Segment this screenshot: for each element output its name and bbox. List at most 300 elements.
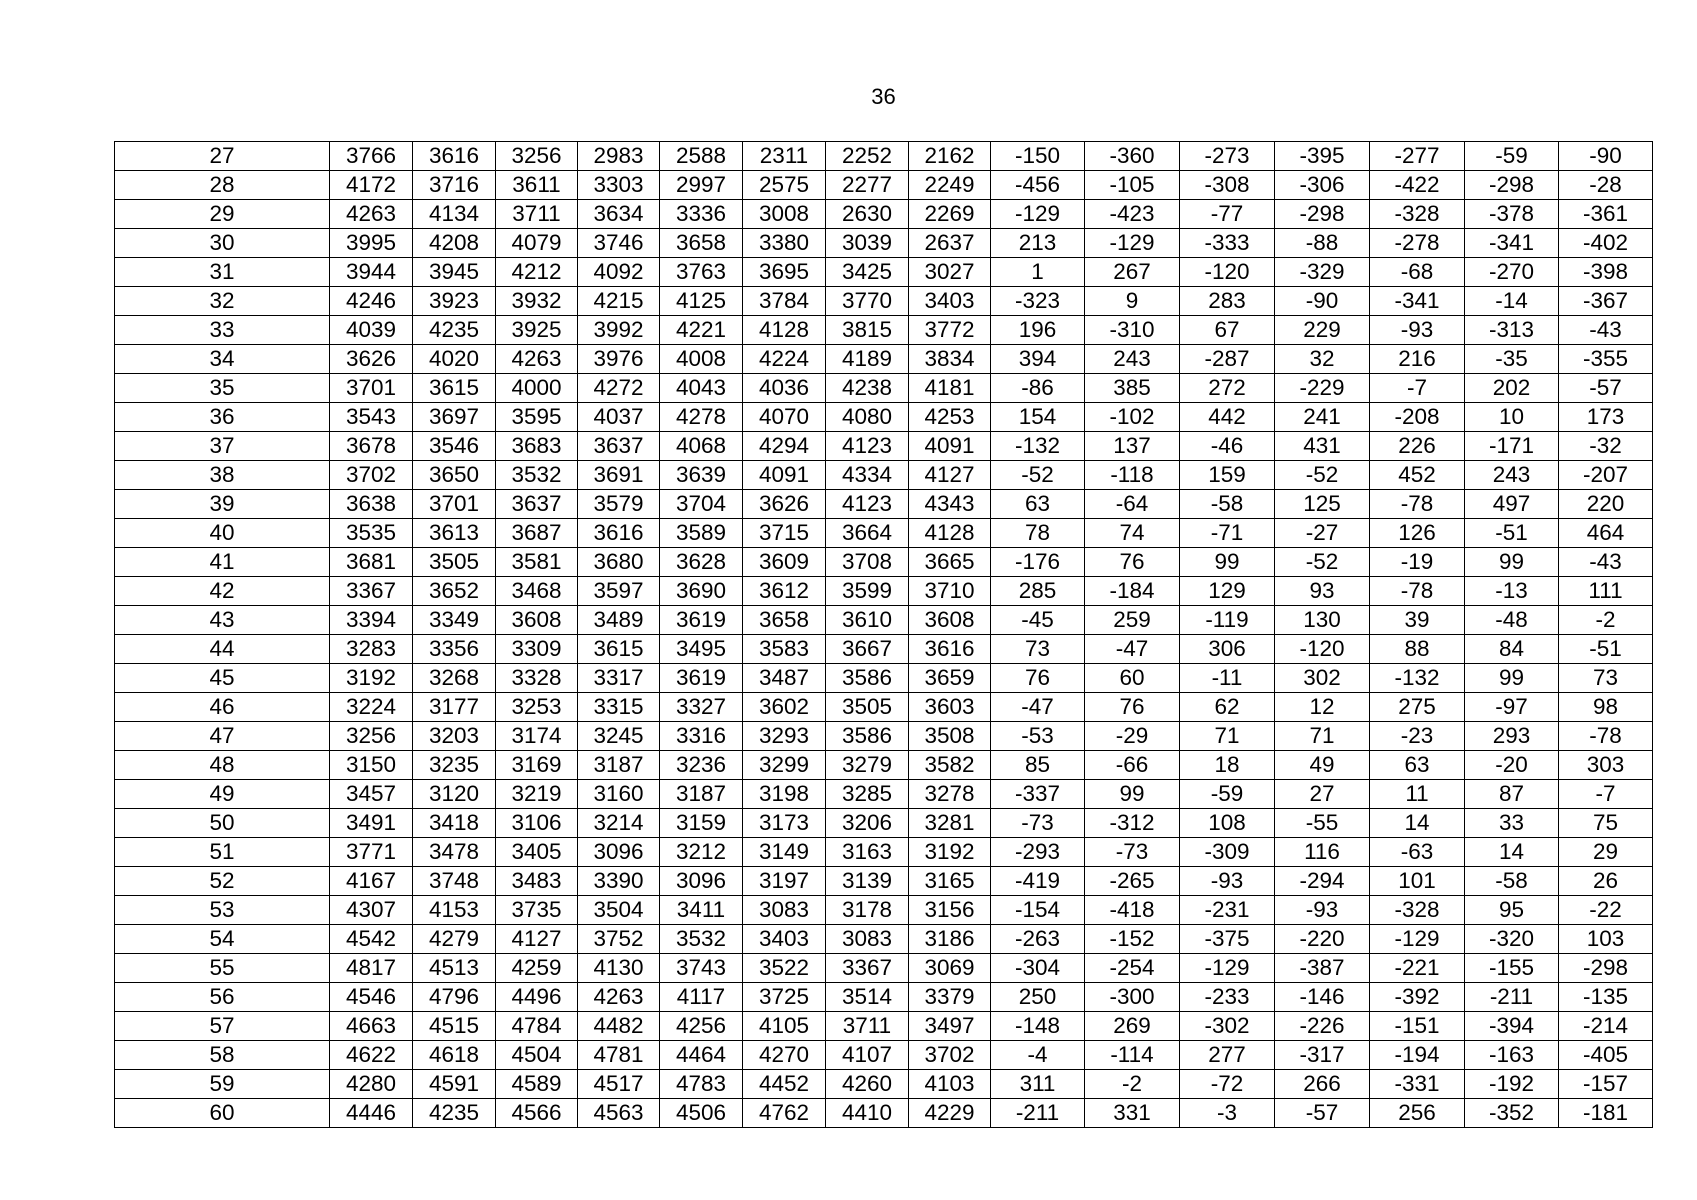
row-index-cell: 49: [115, 780, 330, 809]
table-cell: 3546: [413, 432, 496, 461]
table-cell: -4: [991, 1041, 1085, 1070]
table-cell: -208: [1370, 403, 1465, 432]
table-cell: 3405: [496, 838, 578, 867]
table-cell: 4130: [578, 954, 660, 983]
table-cell: 3599: [826, 577, 909, 606]
table-cell: 3603: [909, 693, 991, 722]
table-cell: 3394: [330, 606, 413, 635]
table-cell: -157: [1559, 1070, 1653, 1099]
table-cell: 3658: [743, 606, 826, 635]
table-row: [115, 229, 1653, 258]
table-cell: 3626: [743, 490, 826, 519]
table-cell: 3701: [413, 490, 496, 519]
table-cell: 74: [1085, 519, 1180, 548]
table-cell: 497: [1465, 490, 1559, 519]
table-cell: 3628: [660, 548, 743, 577]
table-cell: 3766: [330, 142, 413, 171]
table-cell: -28: [1559, 171, 1653, 200]
table-row: [115, 171, 1653, 200]
table-cell: 3691: [578, 461, 660, 490]
table-cell: 87: [1465, 780, 1559, 809]
table-cell: 3746: [578, 229, 660, 258]
table-cell: 3711: [496, 200, 578, 229]
table-cell: -352: [1465, 1099, 1559, 1128]
table-cell: 3495: [660, 635, 743, 664]
table-cell: 241: [1275, 403, 1370, 432]
table-cell: 3192: [909, 838, 991, 867]
table-cell: 88: [1370, 635, 1465, 664]
table-cell: 3497: [909, 1012, 991, 1041]
row-index-cell: 55: [115, 954, 330, 983]
table-cell: -2: [1085, 1070, 1180, 1099]
table-cell: -114: [1085, 1041, 1180, 1070]
table-cell: 4127: [909, 461, 991, 490]
table-cell: 129: [1180, 577, 1275, 606]
table-cell: -211: [991, 1099, 1085, 1128]
table-cell: 4263: [330, 200, 413, 229]
table-cell: 4235: [413, 1099, 496, 1128]
table-cell: 3165: [909, 867, 991, 896]
table-cell: 3173: [743, 809, 826, 838]
table-row: [115, 316, 1653, 345]
table-cell: 3650: [413, 461, 496, 490]
table-cell: 4208: [413, 229, 496, 258]
table-cell: 4279: [413, 925, 496, 954]
table-cell: 99: [1180, 548, 1275, 577]
table-cell: 266: [1275, 1070, 1370, 1099]
table-cell: 4260: [826, 1070, 909, 1099]
table-cell: 3235: [413, 751, 496, 780]
table-cell: 385: [1085, 374, 1180, 403]
table-cell: 3083: [826, 925, 909, 954]
table-cell: 226: [1370, 432, 1465, 461]
table-cell: -337: [991, 780, 1085, 809]
row-index-cell: 28: [115, 171, 330, 200]
table-cell: 4215: [578, 287, 660, 316]
table-cell: 3483: [496, 867, 578, 896]
table-cell: 62: [1180, 693, 1275, 722]
table-row: [115, 258, 1653, 287]
row-index-cell: 58: [115, 1041, 330, 1070]
table-cell: -308: [1180, 171, 1275, 200]
table-cell: 4513: [413, 954, 496, 983]
table-cell: -57: [1559, 374, 1653, 403]
table-cell: 3619: [660, 664, 743, 693]
table-cell: 4070: [743, 403, 826, 432]
table-cell: 4103: [909, 1070, 991, 1099]
table-cell: 3708: [826, 548, 909, 577]
table-cell: 11: [1370, 780, 1465, 809]
table-cell: 4212: [496, 258, 578, 287]
table-cell: -171: [1465, 432, 1559, 461]
table-cell: 14: [1370, 809, 1465, 838]
row-index-cell: 34: [115, 345, 330, 374]
row-index-cell: 30: [115, 229, 330, 258]
table-cell: -361: [1559, 200, 1653, 229]
table-cell: -52: [991, 461, 1085, 490]
table-cell: -277: [1370, 142, 1465, 171]
table-cell: 3583: [743, 635, 826, 664]
table-cell: 4229: [909, 1099, 991, 1128]
table-cell: -306: [1275, 171, 1370, 200]
table-cell: 4189: [826, 345, 909, 374]
table-row: [115, 432, 1653, 461]
table-cell: -207: [1559, 461, 1653, 490]
table-cell: -355: [1559, 345, 1653, 374]
table-cell: 3619: [660, 606, 743, 635]
row-index-cell: 60: [115, 1099, 330, 1128]
table-cell: 3678: [330, 432, 413, 461]
table-cell: -59: [1465, 142, 1559, 171]
table-cell: 4272: [578, 374, 660, 403]
table-cell: 3667: [826, 635, 909, 664]
table-cell: 3379: [909, 983, 991, 1012]
table-cell: 3505: [826, 693, 909, 722]
table-cell: 3638: [330, 490, 413, 519]
table-cell: 126: [1370, 519, 1465, 548]
table-cell: 3192: [330, 664, 413, 693]
table-cell: 3198: [743, 780, 826, 809]
table-cell: 3367: [826, 954, 909, 983]
table-cell: 3096: [578, 838, 660, 867]
table-row: [115, 1041, 1653, 1070]
table-cell: 4452: [743, 1070, 826, 1099]
table-cell: -59: [1180, 780, 1275, 809]
table-cell: 3317: [578, 664, 660, 693]
table-cell: -419: [991, 867, 1085, 896]
table-cell: 3069: [909, 954, 991, 983]
row-index-cell: 43: [115, 606, 330, 635]
table-cell: 3613: [413, 519, 496, 548]
table-cell: 103: [1559, 925, 1653, 954]
table-cell: -152: [1085, 925, 1180, 954]
table-cell: 108: [1180, 809, 1275, 838]
table-cell: 3328: [496, 664, 578, 693]
table-cell: 3701: [330, 374, 413, 403]
table-cell: -88: [1275, 229, 1370, 258]
table-cell: 3582: [909, 751, 991, 780]
table-cell: -13: [1465, 577, 1559, 606]
table-cell: -77: [1180, 200, 1275, 229]
table-cell: -341: [1370, 287, 1465, 316]
table-cell: 3390: [578, 867, 660, 896]
table-cell: -132: [1370, 664, 1465, 693]
table-cell: -309: [1180, 838, 1275, 867]
table-cell: 243: [1085, 345, 1180, 374]
table-cell: 256: [1370, 1099, 1465, 1128]
table-cell: 216: [1370, 345, 1465, 374]
table-cell: 3505: [413, 548, 496, 577]
table-cell: -118: [1085, 461, 1180, 490]
table-row: [115, 867, 1653, 896]
table-cell: 3256: [496, 142, 578, 171]
row-index-cell: 53: [115, 896, 330, 925]
table-cell: 250: [991, 983, 1085, 1012]
table-cell: -293: [991, 838, 1085, 867]
table-cell: 4618: [413, 1041, 496, 1070]
table-cell: 4008: [660, 345, 743, 374]
table-cell: 306: [1180, 635, 1275, 664]
table-cell: -52: [1275, 461, 1370, 490]
table-cell: 3687: [496, 519, 578, 548]
table-cell: 3608: [496, 606, 578, 635]
table-cell: 4039: [330, 316, 413, 345]
table-cell: 4506: [660, 1099, 743, 1128]
row-index-cell: 56: [115, 983, 330, 1012]
row-index-cell: 33: [115, 316, 330, 345]
table-cell: -43: [1559, 316, 1653, 345]
table-cell: 3626: [330, 345, 413, 374]
table-row: [115, 635, 1653, 664]
table-cell: -328: [1370, 200, 1465, 229]
table-cell: 4517: [578, 1070, 660, 1099]
table-cell: -66: [1085, 751, 1180, 780]
table-cell: 3615: [578, 635, 660, 664]
table-cell: -231: [1180, 896, 1275, 925]
table-cell: 3299: [743, 751, 826, 780]
table-cell: -129: [991, 200, 1085, 229]
table-cell: -214: [1559, 1012, 1653, 1041]
row-index-cell: 59: [115, 1070, 330, 1099]
table-cell: 3268: [413, 664, 496, 693]
table-cell: -387: [1275, 954, 1370, 983]
table-cell: -154: [991, 896, 1085, 925]
table-row: [115, 925, 1653, 954]
table-cell: 3581: [496, 548, 578, 577]
table-row: [115, 693, 1653, 722]
table-cell: -52: [1275, 548, 1370, 577]
table-cell: 3532: [496, 461, 578, 490]
table-cell: 159: [1180, 461, 1275, 490]
table-cell: 4020: [413, 345, 496, 374]
table-cell: -220: [1275, 925, 1370, 954]
table-cell: -317: [1275, 1041, 1370, 1070]
table-cell: -341: [1465, 229, 1559, 258]
table-row: [115, 751, 1653, 780]
table-cell: 3478: [413, 838, 496, 867]
table-cell: 213: [991, 229, 1085, 258]
table-cell: 431: [1275, 432, 1370, 461]
table-cell: 3652: [413, 577, 496, 606]
table-cell: -312: [1085, 809, 1180, 838]
table-cell: 229: [1275, 316, 1370, 345]
table-cell: 49: [1275, 751, 1370, 780]
table-cell: 3702: [330, 461, 413, 490]
table-cell: -55: [1275, 809, 1370, 838]
table-cell: -163: [1465, 1041, 1559, 1070]
table-cell: 3610: [826, 606, 909, 635]
table-cell: 3224: [330, 693, 413, 722]
table-cell: 4224: [743, 345, 826, 374]
table-row: [115, 519, 1653, 548]
table-row: [115, 490, 1653, 519]
table-cell: 3595: [496, 403, 578, 432]
table-cell: -194: [1370, 1041, 1465, 1070]
table-cell: 3665: [909, 548, 991, 577]
table-cell: -233: [1180, 983, 1275, 1012]
table-cell: 4784: [496, 1012, 578, 1041]
table-cell: 272: [1180, 374, 1275, 403]
table-cell: -423: [1085, 200, 1180, 229]
table-cell: 3735: [496, 896, 578, 925]
table-cell: 394: [991, 345, 1085, 374]
table-cell: 4496: [496, 983, 578, 1012]
table-cell: 3197: [743, 867, 826, 896]
row-index-cell: 31: [115, 258, 330, 287]
table-cell: 3403: [909, 287, 991, 316]
table-cell: -23: [1370, 722, 1465, 751]
table-cell: 4221: [660, 316, 743, 345]
table-cell: -392: [1370, 983, 1465, 1012]
table-cell: 2277: [826, 171, 909, 200]
table-cell: 4167: [330, 867, 413, 896]
table-cell: 18: [1180, 751, 1275, 780]
table-cell: 4117: [660, 983, 743, 1012]
table-cell: -71: [1180, 519, 1275, 548]
table-cell: 3710: [909, 577, 991, 606]
table-cell: 3349: [413, 606, 496, 635]
table-cell: 2637: [909, 229, 991, 258]
table-cell: -119: [1180, 606, 1275, 635]
table-cell: 4068: [660, 432, 743, 461]
table-cell: 2997: [660, 171, 743, 200]
table-cell: 101: [1370, 867, 1465, 896]
table-cell: 3715: [743, 519, 826, 548]
table-cell: 3219: [496, 780, 578, 809]
table-cell: -32: [1559, 432, 1653, 461]
table-cell: 3690: [660, 577, 743, 606]
table-cell: 3586: [826, 664, 909, 693]
table-cell: 2252: [826, 142, 909, 171]
table-cell: 4043: [660, 374, 743, 403]
table-cell: -270: [1465, 258, 1559, 287]
table-cell: -72: [1180, 1070, 1275, 1099]
table-cell: -78: [1370, 490, 1465, 519]
table-cell: 243: [1465, 461, 1559, 490]
table-cell: 3411: [660, 896, 743, 925]
table-cell: 3160: [578, 780, 660, 809]
table-cell: 3784: [743, 287, 826, 316]
table-cell: 3612: [743, 577, 826, 606]
table-cell: -273: [1180, 142, 1275, 171]
table-cell: -298: [1275, 200, 1370, 229]
table-cell: 3178: [826, 896, 909, 925]
table-row: [115, 461, 1653, 490]
table-cell: -328: [1370, 896, 1465, 925]
table-cell: 3680: [578, 548, 660, 577]
table-cell: 3609: [743, 548, 826, 577]
table-cell: 3763: [660, 258, 743, 287]
table-cell: 3293: [743, 722, 826, 751]
table-cell: 2162: [909, 142, 991, 171]
table-cell: -329: [1275, 258, 1370, 287]
table-cell: 3120: [413, 780, 496, 809]
table-cell: -422: [1370, 171, 1465, 200]
table-cell: 73: [1559, 664, 1653, 693]
table-cell: 3027: [909, 258, 991, 287]
table-cell: 154: [991, 403, 1085, 432]
row-index-cell: 51: [115, 838, 330, 867]
table-cell: -298: [1559, 954, 1653, 983]
table-cell: -456: [991, 171, 1085, 200]
table-cell: 3309: [496, 635, 578, 664]
table-cell: 4622: [330, 1041, 413, 1070]
table-cell: -192: [1465, 1070, 1559, 1099]
table-cell: 3106: [496, 809, 578, 838]
table-cell: 3748: [413, 867, 496, 896]
table-cell: 3487: [743, 664, 826, 693]
table-cell: 3468: [496, 577, 578, 606]
table-cell: -181: [1559, 1099, 1653, 1128]
table-cell: 3543: [330, 403, 413, 432]
table-cell: -90: [1275, 287, 1370, 316]
table-cell: 3681: [330, 548, 413, 577]
table-row: [115, 403, 1653, 432]
table-cell: 4091: [743, 461, 826, 490]
table-row: [115, 548, 1653, 577]
table-cell: -375: [1180, 925, 1275, 954]
table-cell: 173: [1559, 403, 1653, 432]
table-cell: 4153: [413, 896, 496, 925]
row-index-cell: 47: [115, 722, 330, 751]
table-cell: -47: [1085, 635, 1180, 664]
table-cell: -86: [991, 374, 1085, 403]
table-cell: -150: [991, 142, 1085, 171]
table-cell: 4256: [660, 1012, 743, 1041]
table-cell: 3770: [826, 287, 909, 316]
table-cell: 293: [1465, 722, 1559, 751]
table-cell: 3336: [660, 200, 743, 229]
row-index-cell: 57: [115, 1012, 330, 1041]
table-cell: -35: [1465, 345, 1559, 374]
table-cell: -47: [991, 693, 1085, 722]
table-cell: 76: [991, 664, 1085, 693]
row-index-cell: 29: [115, 200, 330, 229]
table-cell: 3716: [413, 171, 496, 200]
table-cell: 4464: [660, 1041, 743, 1070]
table-cell: -229: [1275, 374, 1370, 403]
table-cell: 3186: [909, 925, 991, 954]
table-cell: -304: [991, 954, 1085, 983]
table-row: [115, 142, 1653, 171]
table-cell: -102: [1085, 403, 1180, 432]
table-cell: 3634: [578, 200, 660, 229]
table-cell: -2: [1559, 606, 1653, 635]
table-cell: 75: [1559, 809, 1653, 838]
table-row: [115, 954, 1653, 983]
table-cell: 3281: [909, 809, 991, 838]
table-cell: -63: [1370, 838, 1465, 867]
table-cell: -176: [991, 548, 1085, 577]
table-row: [115, 1099, 1653, 1128]
row-index-cell: 39: [115, 490, 330, 519]
table-cell: 3608: [909, 606, 991, 635]
table-cell: 3743: [660, 954, 743, 983]
row-index-cell: 41: [115, 548, 330, 577]
table-cell: 3367: [330, 577, 413, 606]
table-cell: -294: [1275, 867, 1370, 896]
table-cell: 220: [1559, 490, 1653, 519]
row-index-cell: 46: [115, 693, 330, 722]
table-cell: 303: [1559, 751, 1653, 780]
table-cell: 2630: [826, 200, 909, 229]
table-cell: 84: [1465, 635, 1559, 664]
table-cell: 3163: [826, 838, 909, 867]
table-cell: 3169: [496, 751, 578, 780]
table-row: [115, 374, 1653, 403]
table-cell: 3303: [578, 171, 660, 200]
row-index-cell: 50: [115, 809, 330, 838]
